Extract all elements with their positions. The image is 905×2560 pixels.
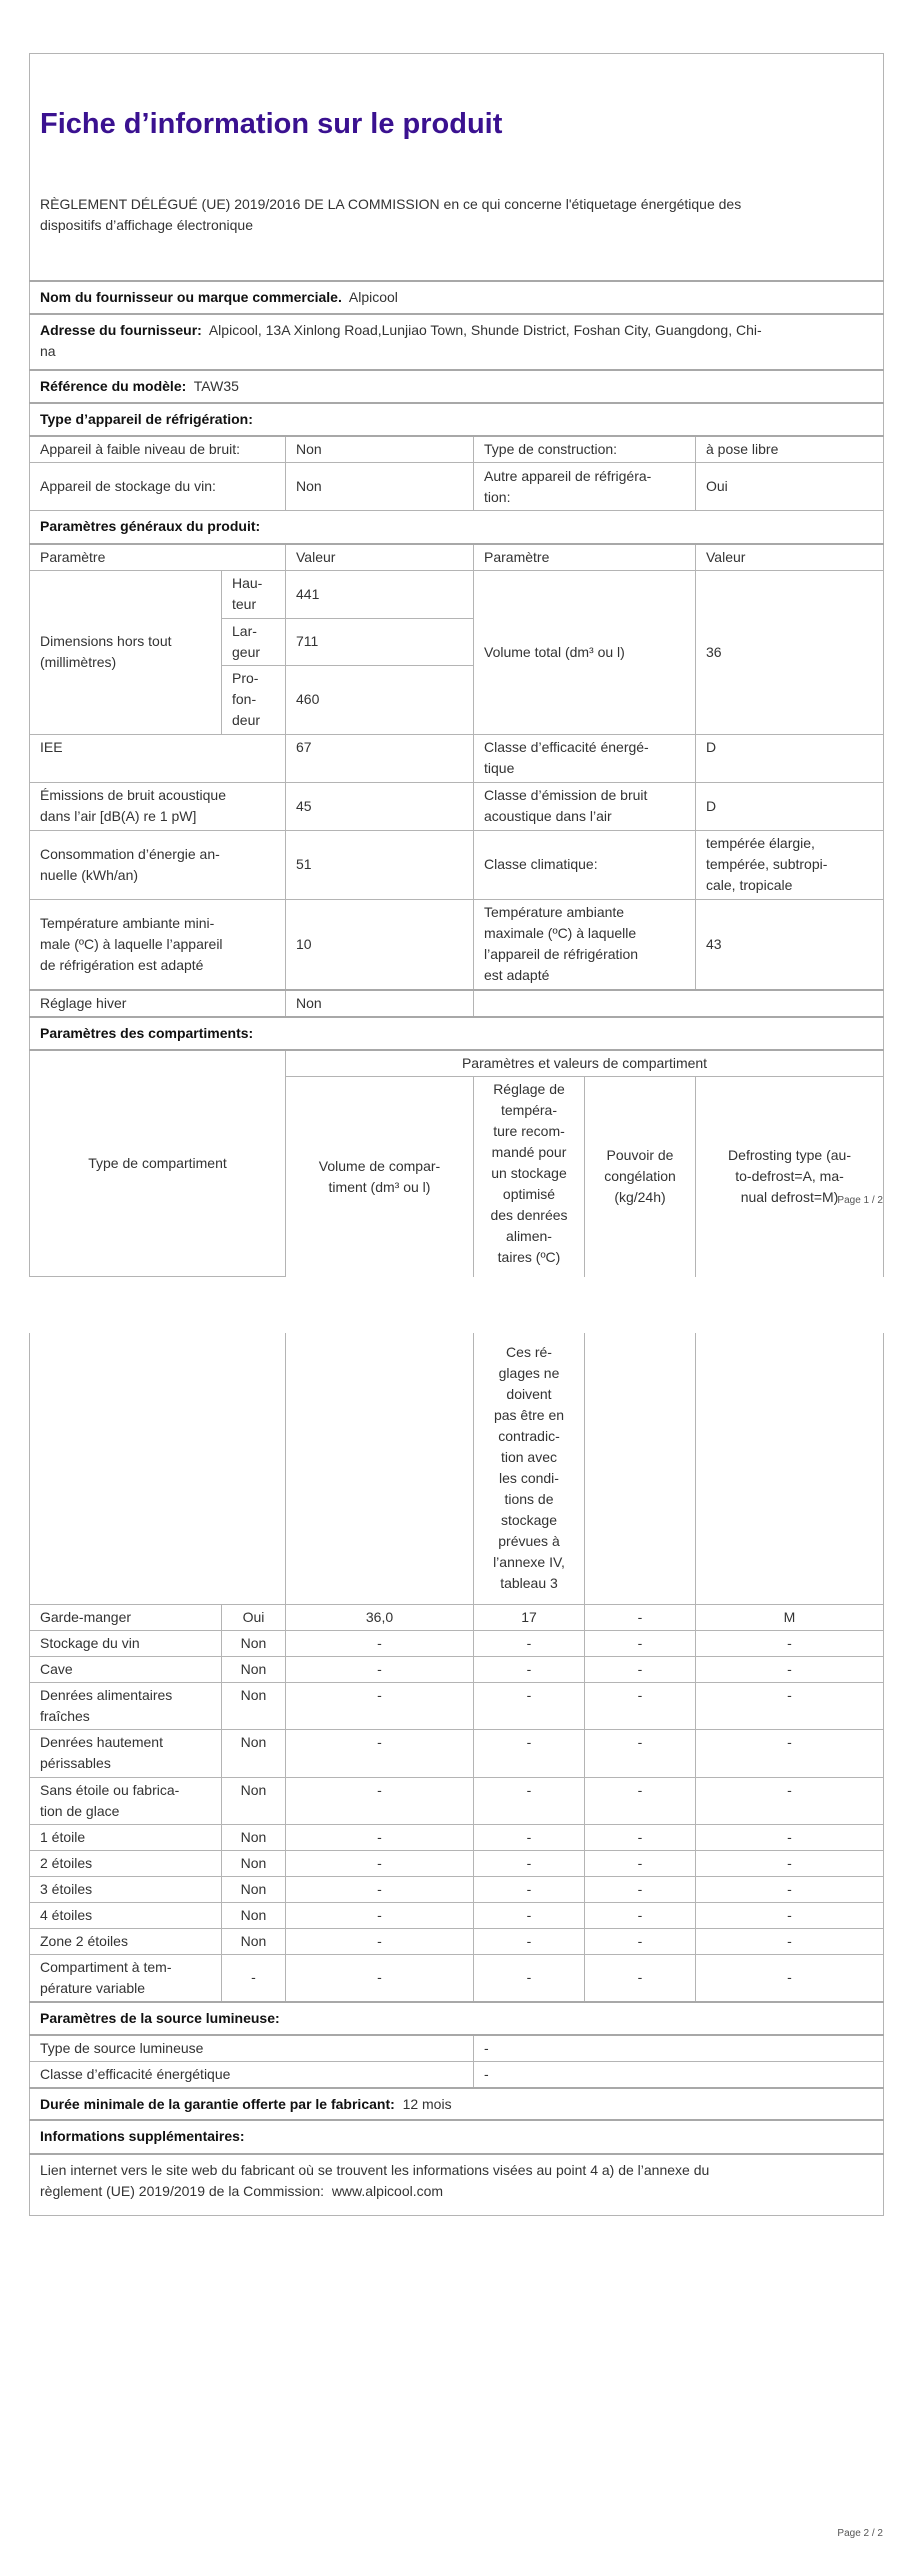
compartment-present: Non bbox=[222, 1729, 286, 1777]
low-noise-value: Non bbox=[286, 436, 474, 463]
compartment-defrost: M bbox=[696, 1604, 884, 1630]
model-label: Référence du modèle: bbox=[40, 378, 187, 394]
col-defrost-header: Defrosting type (au- to-defrost=A, ma- nual defrost=M) bbox=[696, 1077, 884, 1277]
low-noise-label: Appareil à faible niveau de bruit: bbox=[30, 436, 286, 463]
compartment-freezing: - bbox=[585, 1928, 696, 1954]
compartment-volume: - bbox=[286, 1656, 474, 1682]
compartment-freezing: - bbox=[585, 1777, 696, 1824]
supplier-name-row bbox=[30, 281, 884, 314]
manufacturer-link-row bbox=[30, 2154, 884, 2215]
other-appliance-value: Oui bbox=[696, 463, 884, 511]
compartment-defrost: - bbox=[696, 1954, 884, 2002]
page-number: Page 1 / 2 bbox=[837, 1195, 883, 1206]
compartment-params-header: Paramètres et valeurs de compartiment bbox=[286, 1050, 884, 1077]
warranty-value: 12 mois bbox=[402, 2096, 452, 2112]
compartment-temp: - bbox=[474, 1777, 585, 1824]
max-temp-label: Température ambiante maximale (ºC) à laquelle l’appareil de réfrigération est adapté bbox=[474, 899, 696, 990]
compartment-volume: - bbox=[286, 1777, 474, 1824]
winter-label: Réglage hiver bbox=[30, 990, 286, 1017]
supplier-address-row bbox=[30, 314, 884, 370]
compartment-freezing: - bbox=[585, 1850, 696, 1876]
compartment-freezing: - bbox=[585, 1954, 696, 2002]
compartment-defrost: - bbox=[696, 1630, 884, 1656]
compartment-defrost: - bbox=[696, 1928, 884, 1954]
compartment-temp: - bbox=[474, 1876, 585, 1902]
compartment-volume: - bbox=[286, 1928, 474, 1954]
compartment-name: Cave bbox=[30, 1656, 222, 1682]
empty-cell bbox=[474, 990, 884, 1017]
compartment-defrost: - bbox=[696, 1729, 884, 1777]
continued-cell bbox=[696, 1333, 884, 1604]
compartment-defrost: - bbox=[696, 1656, 884, 1682]
manufacturer-link[interactable]: www.alpicool.com bbox=[331, 2183, 444, 2199]
volume-label: Volume total (dm³ ou l) bbox=[474, 570, 696, 734]
compartment-row bbox=[30, 1876, 884, 1902]
eei-label: IEE bbox=[30, 734, 286, 782]
product-info-table-page-1 bbox=[29, 53, 884, 1277]
compartment-name: 2 étoiles bbox=[30, 1850, 222, 1876]
compartment-freezing: - bbox=[585, 1876, 696, 1902]
regulation-text: RÈGLEMENT DÉLÉGUÉ (UE) 2019/2016 DE LA COMMISSION en ce qui concerne l'étiquetage énergétique des dispositifs d’affichage électronique bbox=[40, 196, 742, 233]
compartment-temp: - bbox=[474, 1656, 585, 1682]
compartment-name: 4 étoiles bbox=[30, 1902, 222, 1928]
compartment-defrost: - bbox=[696, 1902, 884, 1928]
compartment-freezing: - bbox=[585, 1656, 696, 1682]
volume-value: 36 bbox=[696, 570, 884, 734]
appliance-type-heading: Type d’appareil de réfrigération: bbox=[30, 403, 884, 436]
compartment-defrost: - bbox=[696, 1824, 884, 1850]
col-volume-header: Volume de compar- timent (dm³ ou l) bbox=[286, 1077, 474, 1277]
light-type-label: Type de source lumineuse bbox=[30, 2035, 474, 2062]
compartment-volume: - bbox=[286, 1850, 474, 1876]
compartment-present: Non bbox=[222, 1824, 286, 1850]
compartment-temp: - bbox=[474, 1824, 585, 1850]
height-label: Hau- teur bbox=[222, 570, 286, 618]
compartment-present: Non bbox=[222, 1777, 286, 1824]
warranty-label: Durée minimale de la garantie offerte par le fabricant: bbox=[40, 2096, 395, 2112]
compartment-name: Garde-manger bbox=[30, 1604, 222, 1630]
compartment-name: Stockage du vin bbox=[30, 1630, 222, 1656]
construction-value: à pose libre bbox=[696, 436, 884, 463]
compartment-defrost: - bbox=[696, 1682, 884, 1729]
supplier-address-value: Alpicool, 13A Xinlong Road,Lunjiao Town, Shunde District, Foshan City, Guangdong, Chi- na bbox=[40, 322, 762, 359]
compartment-present: Non bbox=[222, 1656, 286, 1682]
climate-label: Classe climatique: bbox=[474, 830, 696, 899]
compartment-volume: - bbox=[286, 1824, 474, 1850]
compartment-name: Sans étoile ou fabrica- tion de glace bbox=[30, 1777, 222, 1824]
noise-label: Émissions de bruit acoustique dans l’air [dB(A) re 1 pW] bbox=[30, 782, 286, 830]
compartment-present: - bbox=[222, 1954, 286, 2002]
compartment-volume: - bbox=[286, 1682, 474, 1729]
width-value: 711 bbox=[286, 618, 474, 665]
continued-cell bbox=[585, 1333, 696, 1604]
compartment-freezing: - bbox=[585, 1729, 696, 1777]
compartment-volume: - bbox=[286, 1729, 474, 1777]
compartment-name: Compartiment à tem- pérature variable bbox=[30, 1954, 222, 2002]
compartment-present: Non bbox=[222, 1876, 286, 1902]
compartment-row bbox=[30, 1902, 884, 1928]
compartment-defrost: - bbox=[696, 1777, 884, 1824]
col-header-param-2: Paramètre bbox=[474, 544, 696, 571]
energy-class-label: Classe d’efficacité énergé- tique bbox=[474, 734, 696, 782]
supplier-address-label: Adresse du fournisseur: bbox=[40, 322, 202, 338]
light-type-value: - bbox=[474, 2035, 884, 2062]
min-temp-label: Température ambiante mini- male (ºC) à laquelle l’appareil de réfrigération est adapté bbox=[30, 899, 286, 990]
compartment-volume: 36,0 bbox=[286, 1604, 474, 1630]
col-temp-header: Réglage de tempéra- ture recom- mandé pour un stockage optimisé des denrées alimen- taires (ºC) bbox=[474, 1077, 585, 1277]
compartment-name: Denrées alimentaires fraîches bbox=[30, 1682, 222, 1729]
product-info-table-page-2 bbox=[29, 1333, 884, 2216]
compartment-defrost: - bbox=[696, 1850, 884, 1876]
compartment-temp: - bbox=[474, 1954, 585, 2002]
compartment-name: 3 étoiles bbox=[30, 1876, 222, 1902]
compartment-freezing: - bbox=[585, 1630, 696, 1656]
continued-cell bbox=[30, 1333, 286, 1604]
compartment-freezing: - bbox=[585, 1824, 696, 1850]
compartment-name: Zone 2 étoiles bbox=[30, 1928, 222, 1954]
compartment-row bbox=[30, 1954, 884, 2002]
compartment-volume: - bbox=[286, 1876, 474, 1902]
compartment-row bbox=[30, 1682, 884, 1729]
consumption-value: 51 bbox=[286, 830, 474, 899]
general-params-heading: Paramètres généraux du produit: bbox=[30, 511, 884, 544]
compartment-volume: - bbox=[286, 1954, 474, 2002]
col-temp-note: Ces ré- glages ne doivent pas être en contradic- tion avec les condi- tions de stockage prévues à l’annexe IV, tableau 3 bbox=[474, 1333, 585, 1604]
supplier-name-value: Alpicool bbox=[348, 289, 398, 305]
noise-class-value: D bbox=[696, 782, 884, 830]
compartment-row bbox=[30, 1777, 884, 1824]
depth-value: 460 bbox=[286, 665, 474, 734]
consumption-label: Consommation d’énergie an- nuelle (kWh/an) bbox=[30, 830, 286, 899]
col-header-value-2: Valeur bbox=[696, 544, 884, 571]
construction-label: Type de construction: bbox=[474, 436, 696, 463]
wine-label: Appareil de stockage du vin: bbox=[30, 463, 286, 511]
compartment-present: Non bbox=[222, 1630, 286, 1656]
dimensions-label: Dimensions hors tout (millimètres) bbox=[30, 570, 222, 734]
compartments-heading: Paramètres des compartiments: bbox=[30, 1017, 884, 1050]
wine-value: Non bbox=[286, 463, 474, 511]
height-value: 441 bbox=[286, 570, 474, 618]
col-freezing-header: Pouvoir de congélation (kg/24h) bbox=[585, 1077, 696, 1277]
min-temp-value: 10 bbox=[286, 899, 474, 990]
compartment-temp: - bbox=[474, 1928, 585, 1954]
compartment-temp: - bbox=[474, 1682, 585, 1729]
additional-info-heading: Informations supplémentaires: bbox=[30, 2120, 884, 2154]
energy-class-value: D bbox=[696, 734, 884, 782]
compartment-present: Oui bbox=[222, 1604, 286, 1630]
compartment-type-header: Type de compartiment bbox=[30, 1050, 286, 1277]
compartment-freezing: - bbox=[585, 1902, 696, 1928]
compartment-row bbox=[30, 1604, 884, 1630]
light-class-label: Classe d’efficacité énergétique bbox=[30, 2062, 474, 2089]
compartment-name: 1 étoile bbox=[30, 1824, 222, 1850]
warranty-row bbox=[30, 2088, 884, 2120]
compartment-name: Denrées hautement périssables bbox=[30, 1729, 222, 1777]
compartment-freezing: - bbox=[585, 1682, 696, 1729]
compartment-row bbox=[30, 1928, 884, 1954]
compartment-row bbox=[30, 1630, 884, 1656]
compartment-temp: - bbox=[474, 1850, 585, 1876]
compartment-freezing: - bbox=[585, 1604, 696, 1630]
model-value: TAW35 bbox=[193, 378, 239, 394]
compartment-row bbox=[30, 1729, 884, 1777]
width-label: Lar- geur bbox=[222, 618, 286, 665]
compartment-row bbox=[30, 1656, 884, 1682]
compartment-volume: - bbox=[286, 1902, 474, 1928]
other-appliance-label: Autre appareil de réfrigéra- tion: bbox=[474, 463, 696, 511]
compartment-temp: 17 bbox=[474, 1604, 585, 1630]
noise-class-label: Classe d’émission de bruit acoustique dans l’air bbox=[474, 782, 696, 830]
compartment-present: Non bbox=[222, 1850, 286, 1876]
compartment-temp: - bbox=[474, 1902, 585, 1928]
supplier-name-label: Nom du fournisseur ou marque commerciale. bbox=[40, 289, 342, 305]
noise-value: 45 bbox=[286, 782, 474, 830]
compartment-temp: - bbox=[474, 1729, 585, 1777]
max-temp-value: 43 bbox=[696, 899, 884, 990]
compartment-defrost: - bbox=[696, 1876, 884, 1902]
page-title: Fiche d’information sur le produit bbox=[40, 108, 503, 140]
eei-value: 67 bbox=[286, 734, 474, 782]
light-class-value: - bbox=[474, 2062, 884, 2089]
depth-label: Pro- fon- deur bbox=[222, 665, 286, 734]
light-source-heading: Paramètres de la source lumineuse: bbox=[30, 2002, 884, 2035]
compartment-present: Non bbox=[222, 1902, 286, 1928]
compartment-volume: - bbox=[286, 1630, 474, 1656]
compartment-row bbox=[30, 1824, 884, 1850]
winter-value: Non bbox=[286, 990, 474, 1017]
compartment-temp: - bbox=[474, 1630, 585, 1656]
col-header-param: Paramètre bbox=[30, 544, 286, 571]
col-header-value: Valeur bbox=[286, 544, 474, 571]
compartment-row bbox=[30, 1850, 884, 1876]
page-number: Page 2 / 2 bbox=[837, 2528, 883, 2539]
climate-value: tempérée élargie, tempérée, subtropi- cale, tropicale bbox=[696, 830, 884, 899]
header-cell bbox=[30, 54, 884, 282]
compartment-present: Non bbox=[222, 1928, 286, 1954]
continued-cell bbox=[286, 1333, 474, 1604]
compartment-present: Non bbox=[222, 1682, 286, 1729]
manufacturer-link-text: Lien internet vers le site web du fabricant où se trouvent les informations visées au point 4 a) de l’annexe du règlement (UE) 2019/2019 de la Commission: bbox=[40, 2162, 710, 2199]
model-row bbox=[30, 370, 884, 403]
